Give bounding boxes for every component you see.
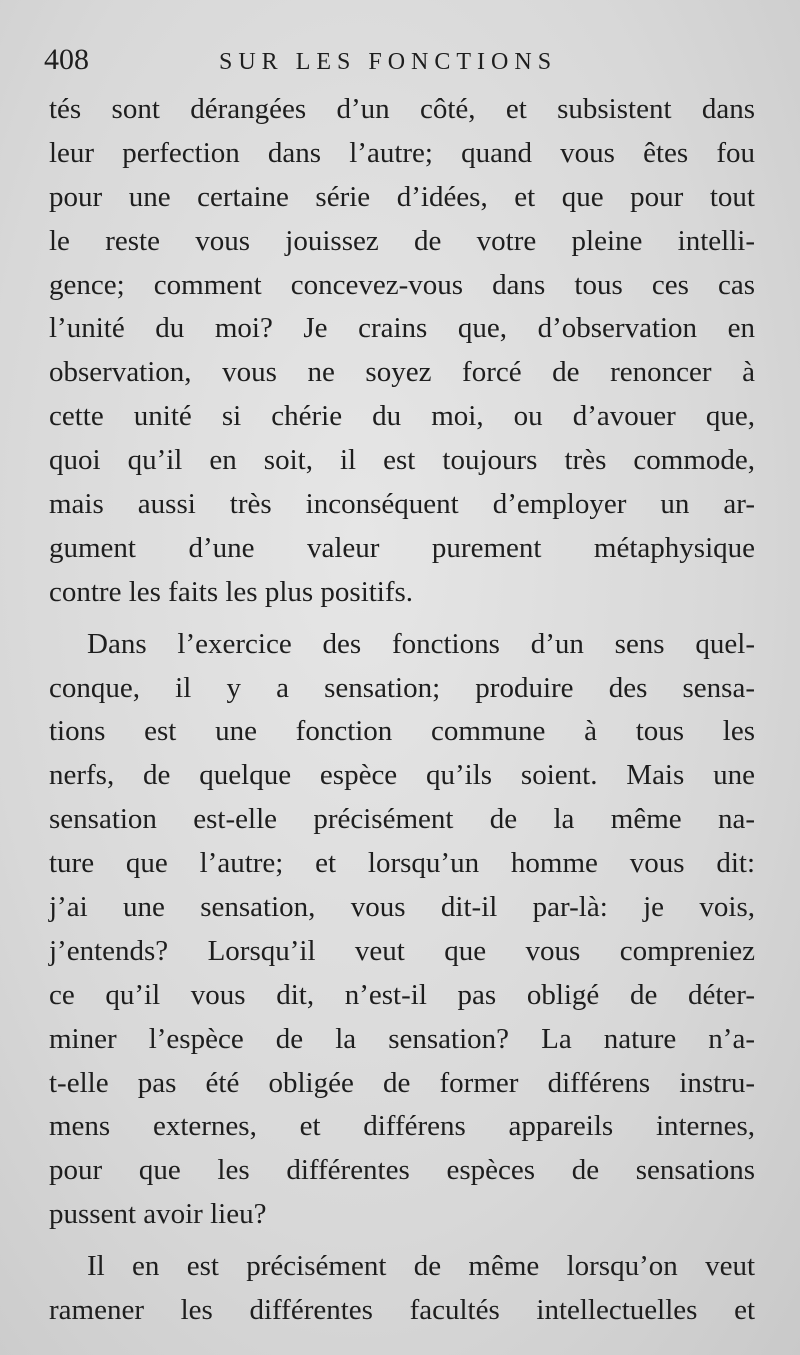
text-line: quoi qu’il en soit, il est toujours très commode,	[49, 444, 755, 477]
text-line: t-elle pas été obligée de former différens instru-	[49, 1066, 755, 1099]
text-line: observation, vous ne soyez forcé de renoncer à	[49, 356, 755, 389]
text-line: nerfs, de quelque espèce qu’ils soient. Mais une	[49, 759, 755, 792]
text-line: ramener les différentes facultés intellectuelles et	[49, 1294, 755, 1327]
text-line: gence; comment concevez-vous dans tous ces cas	[49, 268, 755, 301]
text-line: pour que les différentes espèces de sensations	[49, 1154, 755, 1187]
text-line: Dans l’exercice des fonctions d’un sens quel-	[87, 627, 755, 660]
text-line: leur perfection dans l’autre; quand vous êtes fou	[49, 136, 755, 169]
text-line: conque, il y a sensation; produire des sensa-	[49, 671, 755, 704]
paragraph-gap	[49, 1237, 755, 1245]
text-line: tés sont dérangées d’un côté, et subsistent dans	[49, 93, 755, 125]
text-line: pour une certaine série d’idées, et que pour tout	[49, 180, 755, 213]
running-head	[44, 40, 764, 84]
running-title: SUR LES FONCTIONS	[219, 49, 558, 75]
text-line: miner l’espèce de la sensation? La nature n’a-	[49, 1022, 755, 1055]
text-line: ce qu’il vous dit, n’est-il pas obligé de déter-	[49, 978, 755, 1011]
text-line: cette unité si chérie du moi, ou d’avouer que,	[49, 400, 755, 433]
page-number: 408	[44, 43, 89, 76]
body-text	[49, 88, 755, 1333]
text-line: ture que l’autre; et lorsqu’un homme vous dit:	[49, 847, 755, 880]
text-line: tions est une fonction commune à tous les	[49, 715, 755, 748]
paragraph-gap	[49, 615, 755, 623]
text-line: mais aussi très inconséquent d’employer un ar-	[49, 488, 755, 521]
text-line: gument d’une valeur purement métaphysique	[49, 531, 755, 564]
text-line: pussent avoir lieu?	[49, 1198, 267, 1231]
text-line: Il en est précisément de même lorsqu’on veut	[87, 1250, 755, 1283]
text-line: j’entends? Lorsqu’il veut que vous compreniez	[49, 934, 755, 967]
text-line: sensation est-elle précisément de la même na-	[49, 803, 755, 836]
text-line: j’ai une sensation, vous dit-il par-là: je vois,	[49, 891, 755, 924]
text-line: le reste vous jouissez de votre pleine intelli-	[49, 224, 755, 257]
text-line: mens externes, et différens appareils internes,	[49, 1110, 755, 1143]
text-line: contre les faits les plus positifs.	[49, 575, 414, 608]
text-line: l’unité du moi? Je crains que, d’observation en	[49, 312, 755, 345]
